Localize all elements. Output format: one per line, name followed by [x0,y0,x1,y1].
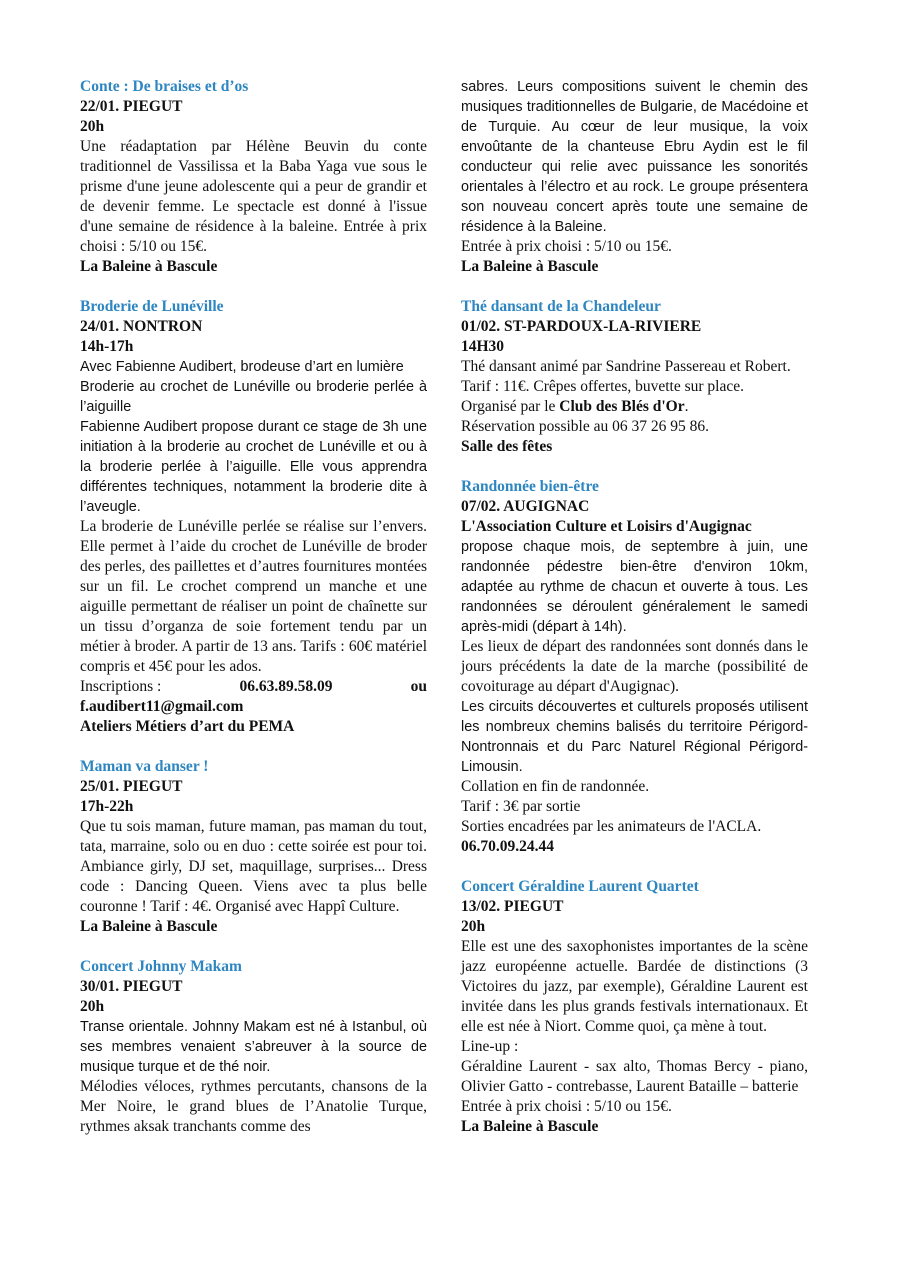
event-title: Conte : De braises et d’os [80,78,249,95]
event-date: 22/01. PIEGUT [80,98,183,115]
event-date: 07/02. AUGIGNAC [461,498,590,515]
event-paragraph: Géraldine Laurent - sax alto, Thomas Bercy - piano, Olivier Gatto - contrebasse, Laurent Bataille – batterie [461,1058,808,1095]
event-venue: Salle des fêtes [461,438,553,455]
event-conte [80,77,427,277]
right-column [461,77,808,1157]
event-venue: La Baleine à Bascule [80,258,218,275]
event-paragraph: Les circuits découvertes et culturels proposés utilisent les nombreux chemins balisés du territoire Périgord-Nontronnais et du Parc Naturel Régional Périgord-Limousin. [461,699,808,775]
event-title: Concert Johnny Makam [80,958,242,975]
event-paragraph: Transe orientale. Johnny Makam est né à Istanbul, où ses membres venaient s’abreuver à la source de musique turque et de thé noir. [80,1019,427,1075]
event-title: Broderie de Lunéville [80,298,224,315]
event-title: Randonnée bien-être [461,478,599,495]
event-price: Entrée à prix choisi : 5/10 ou 15€. [461,238,672,255]
organizer-prefix: Organisé par le [461,398,560,415]
event-time: 14H30 [461,338,505,355]
inscriptions-phone: 06.63.89.58.09 [239,678,333,695]
event-paragraph: Collation en fin de randonnée. [461,778,650,795]
inscriptions-row [80,677,427,697]
event-paragraph: Thé dansant animé par Sandrine Passereau et Robert. [461,358,791,375]
event-time: 20h [80,118,105,135]
event-date: 25/01. PIEGUT [80,778,183,795]
event-paragraph: Avec Fabienne Audibert, brodeuse d’art en lumière [80,359,404,375]
event-venue: Ateliers Métiers d’art du PEMA [80,718,295,735]
event-description: Une réadaptation par Hélène Beuvin du conte traditionnel de Vassilissa et la Baba Yaga vue sous le prisme d'une jeune adolescente qui a peur de grandir et de devenir femme. Le spectacle est donné à l'issue d'une semaine de résidence à la baleine. Entrée à prix choisi : 5/10 ou 15€. [80,138,427,255]
event-maman [80,757,427,937]
event-the-dansant [461,297,808,457]
organizer-name: Club des Blés d'Or [559,398,685,415]
event-paragraph: Sorties encadrées par les animateurs de l'ACLA. [461,818,762,835]
event-johnny-makam-continued [461,77,808,277]
event-date: 01/02. ST-PARDOUX-LA-RIVIERE [461,318,702,335]
inscriptions-or: ou [410,678,427,695]
event-association: L'Association Culture et Loisirs d'Augignac [461,518,752,535]
event-paragraph: La broderie de Lunéville perlée se réalise sur l’envers. Elle permet à l’aide du crochet de Lunéville de broder des perles, des paillettes et d’autres fournitures montées sur un fil. Le crochet comprend un manche et une aiguille permettant de réaliser un point de chaînette sur un tissu d’organza de soie fortement tendu par un métier à broder. A partir de 13 ans. Tarifs : 60€ matériel compris et 45€ pour les ados. [80,518,427,675]
event-title: Concert Géraldine Laurent Quartet [461,878,699,895]
event-date: 30/01. PIEGUT [80,978,183,995]
event-date: 13/02. PIEGUT [461,898,564,915]
event-time: 14h-17h [80,338,134,355]
event-organizer [461,397,808,417]
event-description: Que tu sois maman, future maman, pas maman du tout, tata, marraine, solo ou en duo : cette soirée est pour toi. Ambiance girly, DJ set, maquillage, surprises... Dress code : Dancing Queen. Viens avec ta plus belle couronne ! Tarif : 4€. Organisé avec Happî Culture. [80,818,427,915]
inscriptions-email: f.audibert11@gmail.com [80,698,244,715]
event-phone: 06.70.09.24.44 [461,838,554,855]
event-paragraph: sabres. Leurs compositions suivent le chemin des musiques traditionnelles de Bulgarie, de Macédoine et de Turquie. Au cœur de leur musique, la voix envoûtante de la chanteuse Ebru Aydin est le fil conducteur qui relie avec puissance les sonorités orientales à l’électro et au rock. Le groupe présentera son nouveau concert après toute une semaine de résidence à la Baleine. [461,79,808,235]
event-paragraph: Tarif : 3€ par sortie [461,798,581,815]
event-paragraph: Fabienne Audibert propose durant ce stage de 3h une initiation à la broderie au crochet de Lunéville et ou à la broderie perlée à l’aiguille. Elle vous apprendra différentes techniques, notamment la broderie dite à l’aveugle. [80,419,427,515]
event-geraldine-laurent [461,877,808,1137]
organizer-suffix: . [684,398,689,415]
inscriptions-label: Inscriptions : [80,678,162,695]
event-time: 20h [80,998,105,1015]
event-paragraph: propose chaque mois, de septembre à juin, une randonnée pédestre bien-être d'environ 10km, adaptée au rythme de chacun et ouverte à tous. Les randonnées se déroulent généralement le samedi après-midi (départ à 14h). [461,539,808,635]
event-paragraph: Elle est une des saxophonistes importantes de la scène jazz européenne actuelle. Bardée de distinctions (3 Victoires du jazz, par exemple), Géraldine Laurent est invitée dans les plus grands festivals internationaux. Et elle est née à Niort. Comme quoi, ça mène à tout. [461,938,808,1035]
event-johnny-makam [80,957,427,1137]
event-paragraph: Line-up : [461,1038,519,1055]
event-date: 24/01. NONTRON [80,318,203,335]
event-venue: La Baleine à Bascule [461,1118,599,1135]
event-time: 17h-22h [80,798,134,815]
event-title: Maman va danser ! [80,758,209,775]
event-price: Entrée à prix choisi : 5/10 ou 15€. [461,1098,672,1115]
event-broderie [80,297,427,737]
event-paragraph: Tarif : 11€. Crêpes offertes, buvette sur place. [461,378,744,395]
event-venue: La Baleine à Bascule [461,258,599,275]
event-paragraph: Mélodies véloces, rythmes percutants, chansons de la Mer Noire, le grand blues de l’Anatolie Turque, rythmes aksak tranchants comme des [80,1078,427,1135]
event-venue: La Baleine à Bascule [80,918,218,935]
event-paragraph: Réservation possible au 06 37 26 95 86. [461,418,709,435]
event-paragraph: Broderie au crochet de Lunéville ou broderie perlée à l’aiguille [80,379,427,415]
left-column [80,77,427,1157]
event-paragraph: Les lieux de départ des randonnées sont donnés dans le jours précédents la date de la marche (possibilité de covoiturage au départ d'Augignac). [461,638,808,695]
event-title: Thé dansant de la Chandeleur [461,298,661,315]
event-time: 20h [461,918,486,935]
event-randonnee [461,477,808,857]
